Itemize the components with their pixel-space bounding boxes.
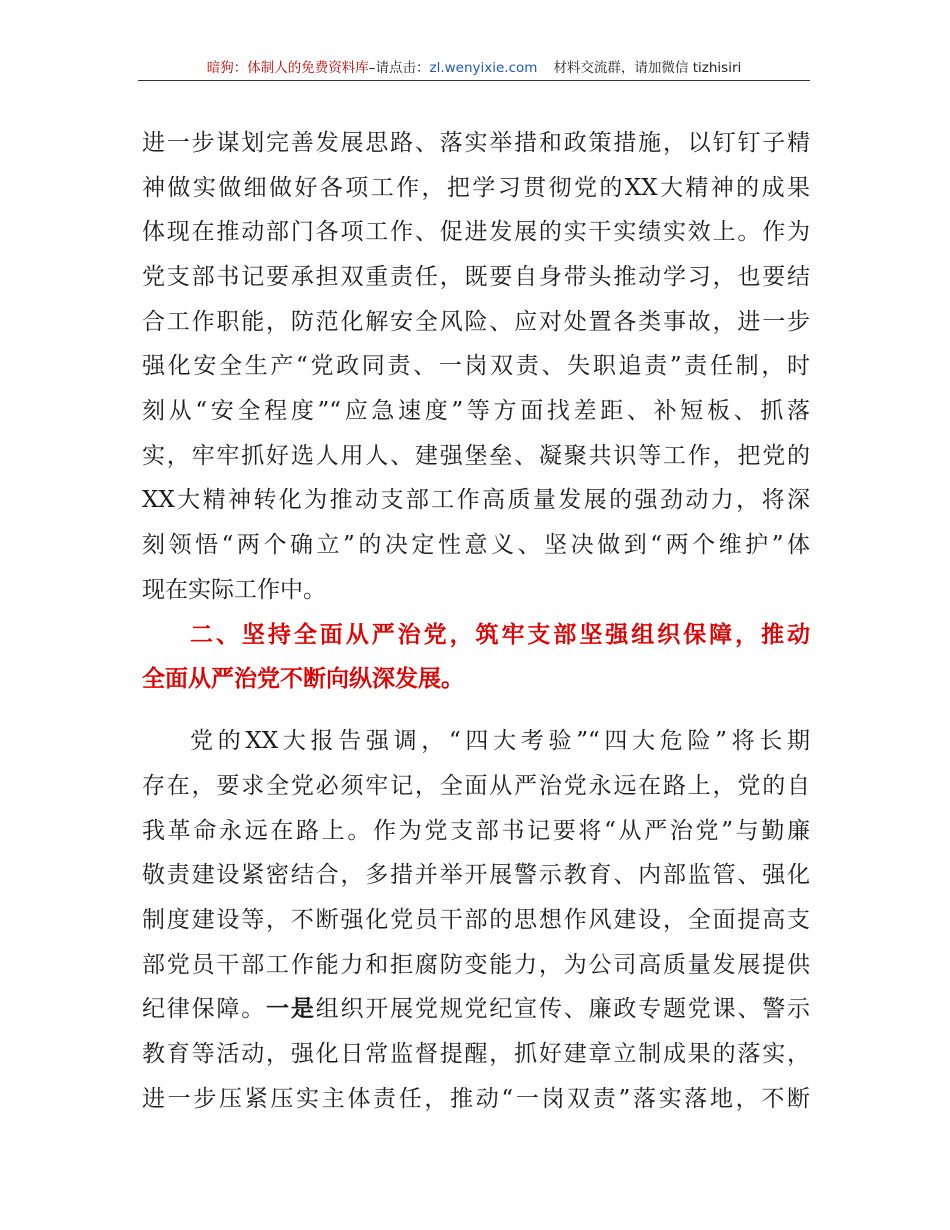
header-click-prompt: –请点击： — [368, 60, 430, 76]
para1-line: 体现在推动部门各项工作、促进发展的实干实绩实效上。作为 — [142, 219, 810, 245]
section-heading: 二、坚持全面从严治党，筑牢支部坚强组织保障，推动 — [190, 622, 810, 648]
para2-line: 部党员干部工作能力和拒腐防变能力，为公司高质量发展提供 — [142, 952, 810, 978]
para2-line: 敬责建设紧密结合，多措并举开展警示教育、内部监管、强化 — [142, 862, 810, 888]
para1-line: 刻领悟“两个确立”的决定性意义、坚决做到“两个维护”体 — [142, 532, 810, 558]
emphasis-first-point: 一是 — [266, 996, 316, 1022]
para2-line: 存在，要求全党必须牢记，全面从严治党永远在路上，党的自 — [142, 773, 810, 799]
para2-line: 教育等活动，强化日常监督提醒，抓好建章立制成果的落实， — [142, 1041, 810, 1067]
para1-line: 进一步谋划完善发展思路、落实举措和政策措施，以钉钉子精 — [142, 130, 810, 156]
header-site-name: 暗狗：体制人的免费资料库 — [206, 60, 369, 76]
header-contact: 材料交流群，请加微信 tizhisiri — [553, 60, 742, 76]
para1-line: 神做实做细做好各项工作，把学习贯彻党的XX大精神的成果 — [142, 175, 810, 201]
para1-line: 党支部书记要承担双重责任，既要自身带头推动学习，也要结 — [142, 264, 810, 290]
page-header — [138, 58, 810, 81]
para1-line: 现在实际工作中。 — [142, 577, 326, 603]
para1-line: 强化安全生产“党政同责、一岗双责、失职追责”责任制，时 — [142, 353, 810, 379]
para1-line: 合工作职能，防范化解安全风险、应对处置各类事故，进一步 — [142, 309, 810, 335]
para2-line: 制度建设等，不断强化党员干部的思想作风建设，全面提高支 — [142, 907, 810, 933]
para2-line7-end: 组织开展党规党纪宣传、廉政专题党课、警示 — [315, 996, 811, 1022]
para2-line: 进一步压紧压实主体责任，推动“一岗双责”落实落地，不断 — [142, 1086, 810, 1112]
para2-line — [142, 991, 810, 1027]
para1-line: 刻从“安全程度”“应急速度”等方面找差距、补短板、抓落 — [142, 398, 810, 424]
header-url-link[interactable]: zl.wenyixie.com — [429, 60, 538, 76]
section-heading: 全面从严治党不断向纵深发展。 — [142, 666, 464, 692]
para1-line: 实，牢牢抓好选人用人、建强堡垒、凝聚共识等工作，把党的 — [142, 443, 810, 469]
para1-line: XX大精神转化为推动支部工作高质量发展的强劲动力，将深 — [142, 487, 810, 513]
para2-line: 党的XX大报告强调，“四大考验”“四大危险”将长期 — [190, 728, 811, 754]
para2-line: 我革命永远在路上。作为党支部书记要将“从严治党”与勤廉 — [142, 818, 810, 844]
para2-line7-start: 纪律保障。 — [142, 996, 267, 1022]
